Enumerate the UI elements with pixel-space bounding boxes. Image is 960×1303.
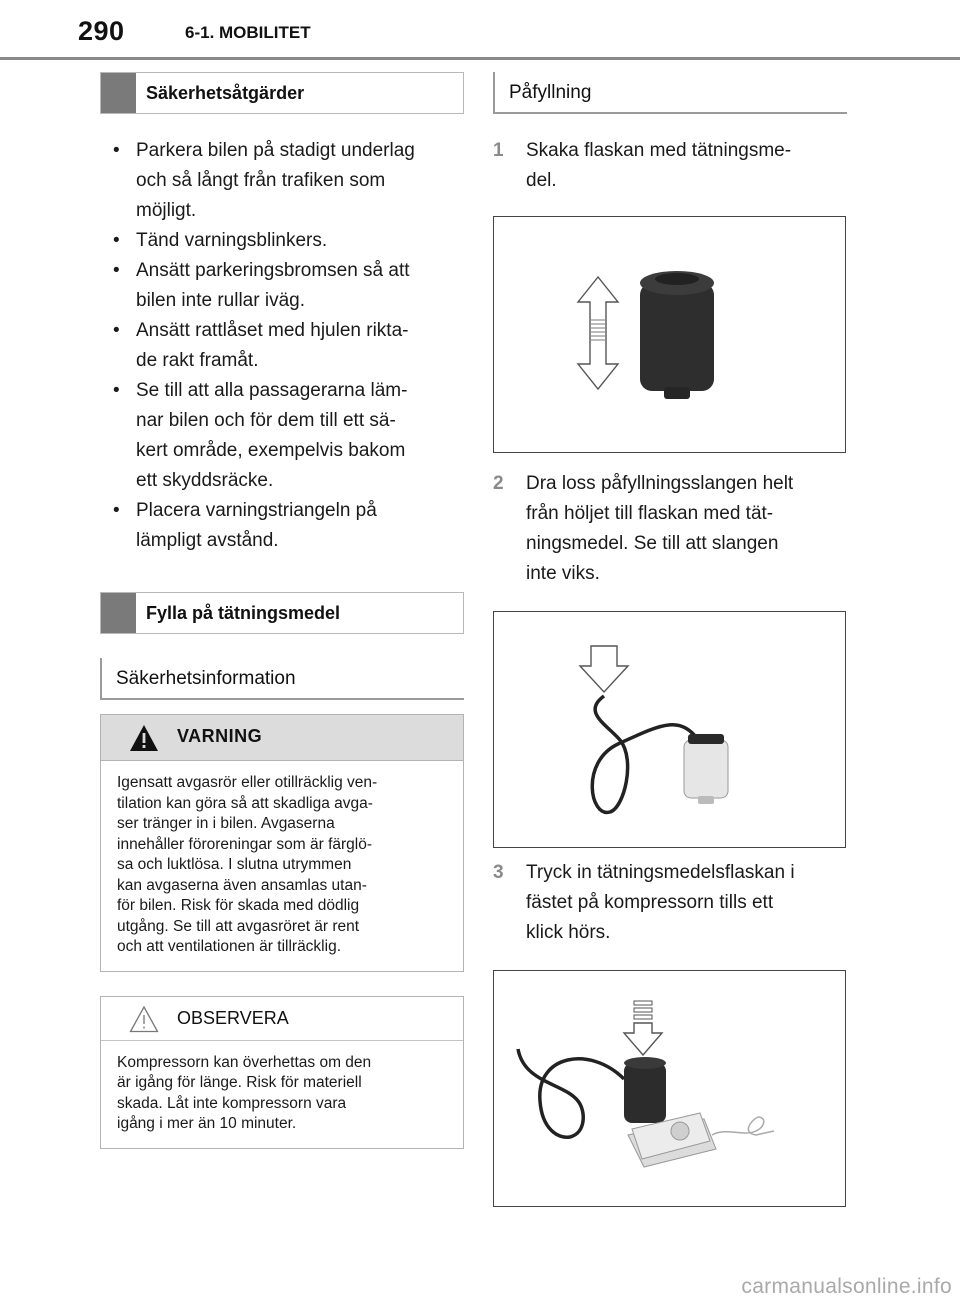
safety-bullet-list — [100, 136, 464, 556]
figure-pull-hose — [493, 611, 846, 848]
step-number: 1 — [493, 140, 504, 161]
warning-box — [100, 714, 464, 972]
subheading-label: Påfyllning — [509, 82, 592, 103]
list-item: • Ansätt parkeringsbromsen så att bilen inte rullar iväg. — [100, 256, 464, 316]
insert-bottle-illustration — [494, 971, 845, 1206]
bullet-icon: • — [113, 140, 120, 161]
page-header — [0, 0, 960, 60]
subheading-filling — [493, 72, 847, 114]
figure-insert-bottle — [493, 970, 846, 1207]
note-title: OBSERVERA — [177, 1007, 289, 1028]
step-2: 2 Dra loss påfyllningsslangen helt från höljet till flaskan med tät- ningsmedel. Se till att slangen inte viks. — [493, 469, 847, 589]
chapter-title: 6-1. MOBILITET — [185, 23, 311, 42]
note-header — [101, 997, 463, 1041]
section-label: Fylla på tätningsmedel — [146, 603, 341, 623]
warning-text: Igensatt avgasrör eller otillräcklig ven- tilation kan göra så att skadliga avga- ser tränger in i bilen. Avgaserna innehåller föroreningar som är färglö- sa och luktlösa. I slutna utrymmen kan avgaserna även ansamlas utan- för bilen. Risk för skada med dödlig utgång. Se till att avgasröret är rent och att ventilationen är tillräcklig. — [117, 774, 378, 955]
caution-triangle-icon — [129, 1005, 159, 1038]
list-item: • Ansätt rattlåset med hjulen rikta- de rakt framåt. — [100, 316, 464, 376]
step-1: 1 Skaka flaskan med tätningsme- del. — [493, 136, 847, 196]
warning-title: VARNING — [177, 726, 263, 746]
left-column — [100, 72, 464, 1149]
bullet-icon: • — [113, 320, 120, 341]
pull-hose-illustration — [494, 612, 845, 847]
shake-bottle-illustration — [494, 217, 845, 452]
bullet-icon: • — [113, 230, 120, 251]
list-item: • Parkera bilen på stadigt underlag och så långt från trafiken som möjligt. — [100, 136, 464, 226]
figure-shake-bottle — [493, 216, 846, 453]
list-item: • Tänd varningsblinkers. — [100, 226, 464, 256]
list-item: • Se till att alla passagerarna läm- nar bilen och för dem till ett sä- kert område, exempelvis bakom ett skyddsräcke. — [100, 376, 464, 496]
section-heading-fill-sealant — [100, 592, 464, 634]
note-box — [100, 996, 464, 1149]
note-text: Kompressorn kan överhettas om den är igång för länge. Risk för materiell skada. Låt inte kompressorn vara igång i mer än 10 minuter. — [117, 1053, 372, 1132]
section-marker — [101, 593, 136, 633]
step-3: 3 Tryck in tätningsmedelsflaskan i fästet på kompressorn tills ett klick hörs. — [493, 858, 847, 948]
bullet-icon: • — [113, 380, 120, 401]
subheading-label: Säkerhetsinformation — [116, 668, 296, 689]
page-number: 290 — [78, 16, 125, 46]
section-label: Säkerhetsåtgärder — [146, 83, 305, 103]
list-item: • Placera varningstriangeln på lämpligt avstånd. — [100, 496, 464, 556]
watermark: carmanualsonline.info — [741, 1275, 952, 1298]
header-rule — [0, 57, 960, 60]
step-number: 3 — [493, 862, 504, 883]
section-heading-safety — [100, 72, 464, 114]
bullet-icon: • — [113, 260, 120, 281]
warning-triangle-icon — [129, 724, 159, 757]
step-number: 2 — [493, 473, 504, 494]
section-marker — [101, 73, 136, 113]
bullet-icon: • — [113, 500, 120, 521]
right-column — [493, 72, 847, 1207]
warning-header — [101, 715, 463, 761]
subheading-safety-info — [100, 658, 464, 700]
